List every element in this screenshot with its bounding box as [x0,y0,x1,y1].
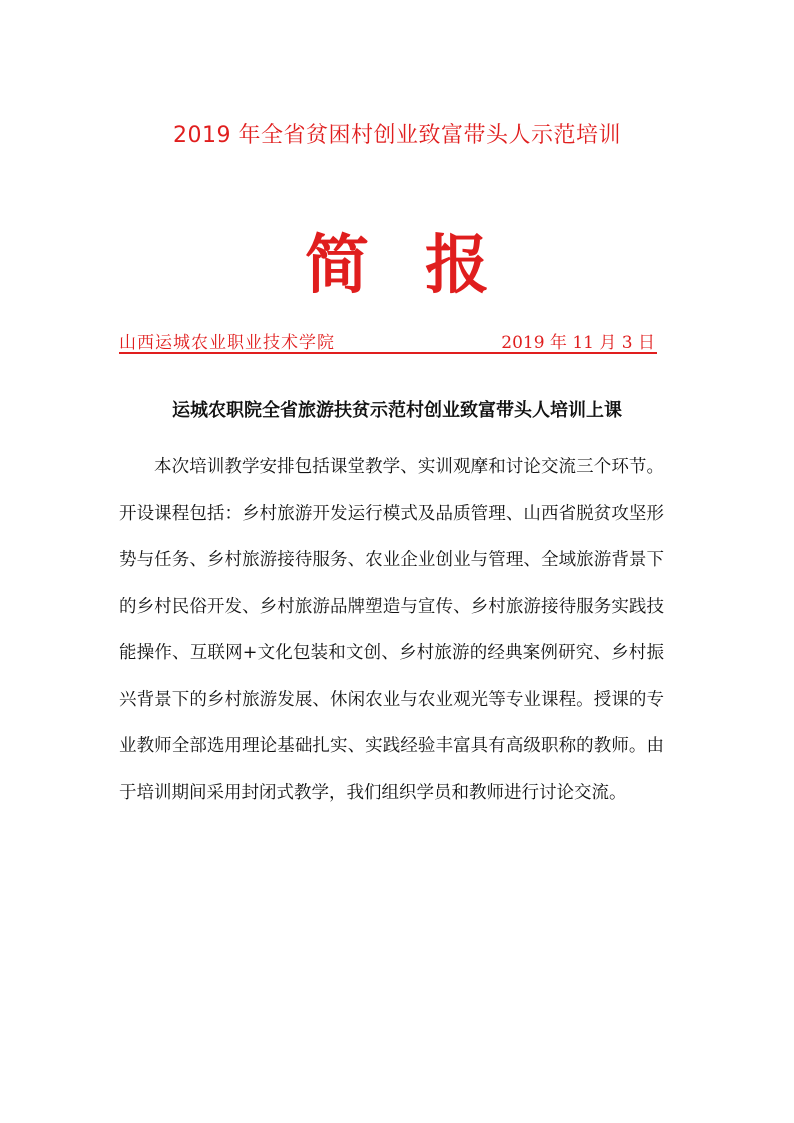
training-title: 2019 年全省贫困村创业致富带头人示范培训 [173,123,621,148]
article-body: 本次培训教学安排包括课堂教学、实训观摩和讨论交流三个环节。开设课程包括：乡村旅游开发运行模式及品质管理、山西省脱贫攻坚形势与任务、乡村旅游接待服务、农业企业创业与管理、全域旅游背景下的乡村民俗开发、乡村旅游品牌塑造与宣传、乡村旅游接待服务实践技能操作、互联网+文化包装和文创、乡村旅游的经典案例研究、乡村振兴背景下的乡村旅游发展、休闲农业与农业观光等专业课程。授课的专业教师全部选用理论基础扎实、实践经验丰富具有高级职称的教师。由于培训期间采用封闭式教学，我们组织学员和教师进行讨论交流。 [119,457,664,803]
bulletin-heading: 简报 [305,229,545,303]
issue-date: 2019 年 11 月 3 日 [501,333,655,353]
issuer-organization: 山西运城农业职业技术学院 [119,333,335,353]
issuer-date-line [119,328,657,354]
article-title: 运城农职院全省旅游扶贫示范村创业致富带头人培训上课 [172,400,622,421]
